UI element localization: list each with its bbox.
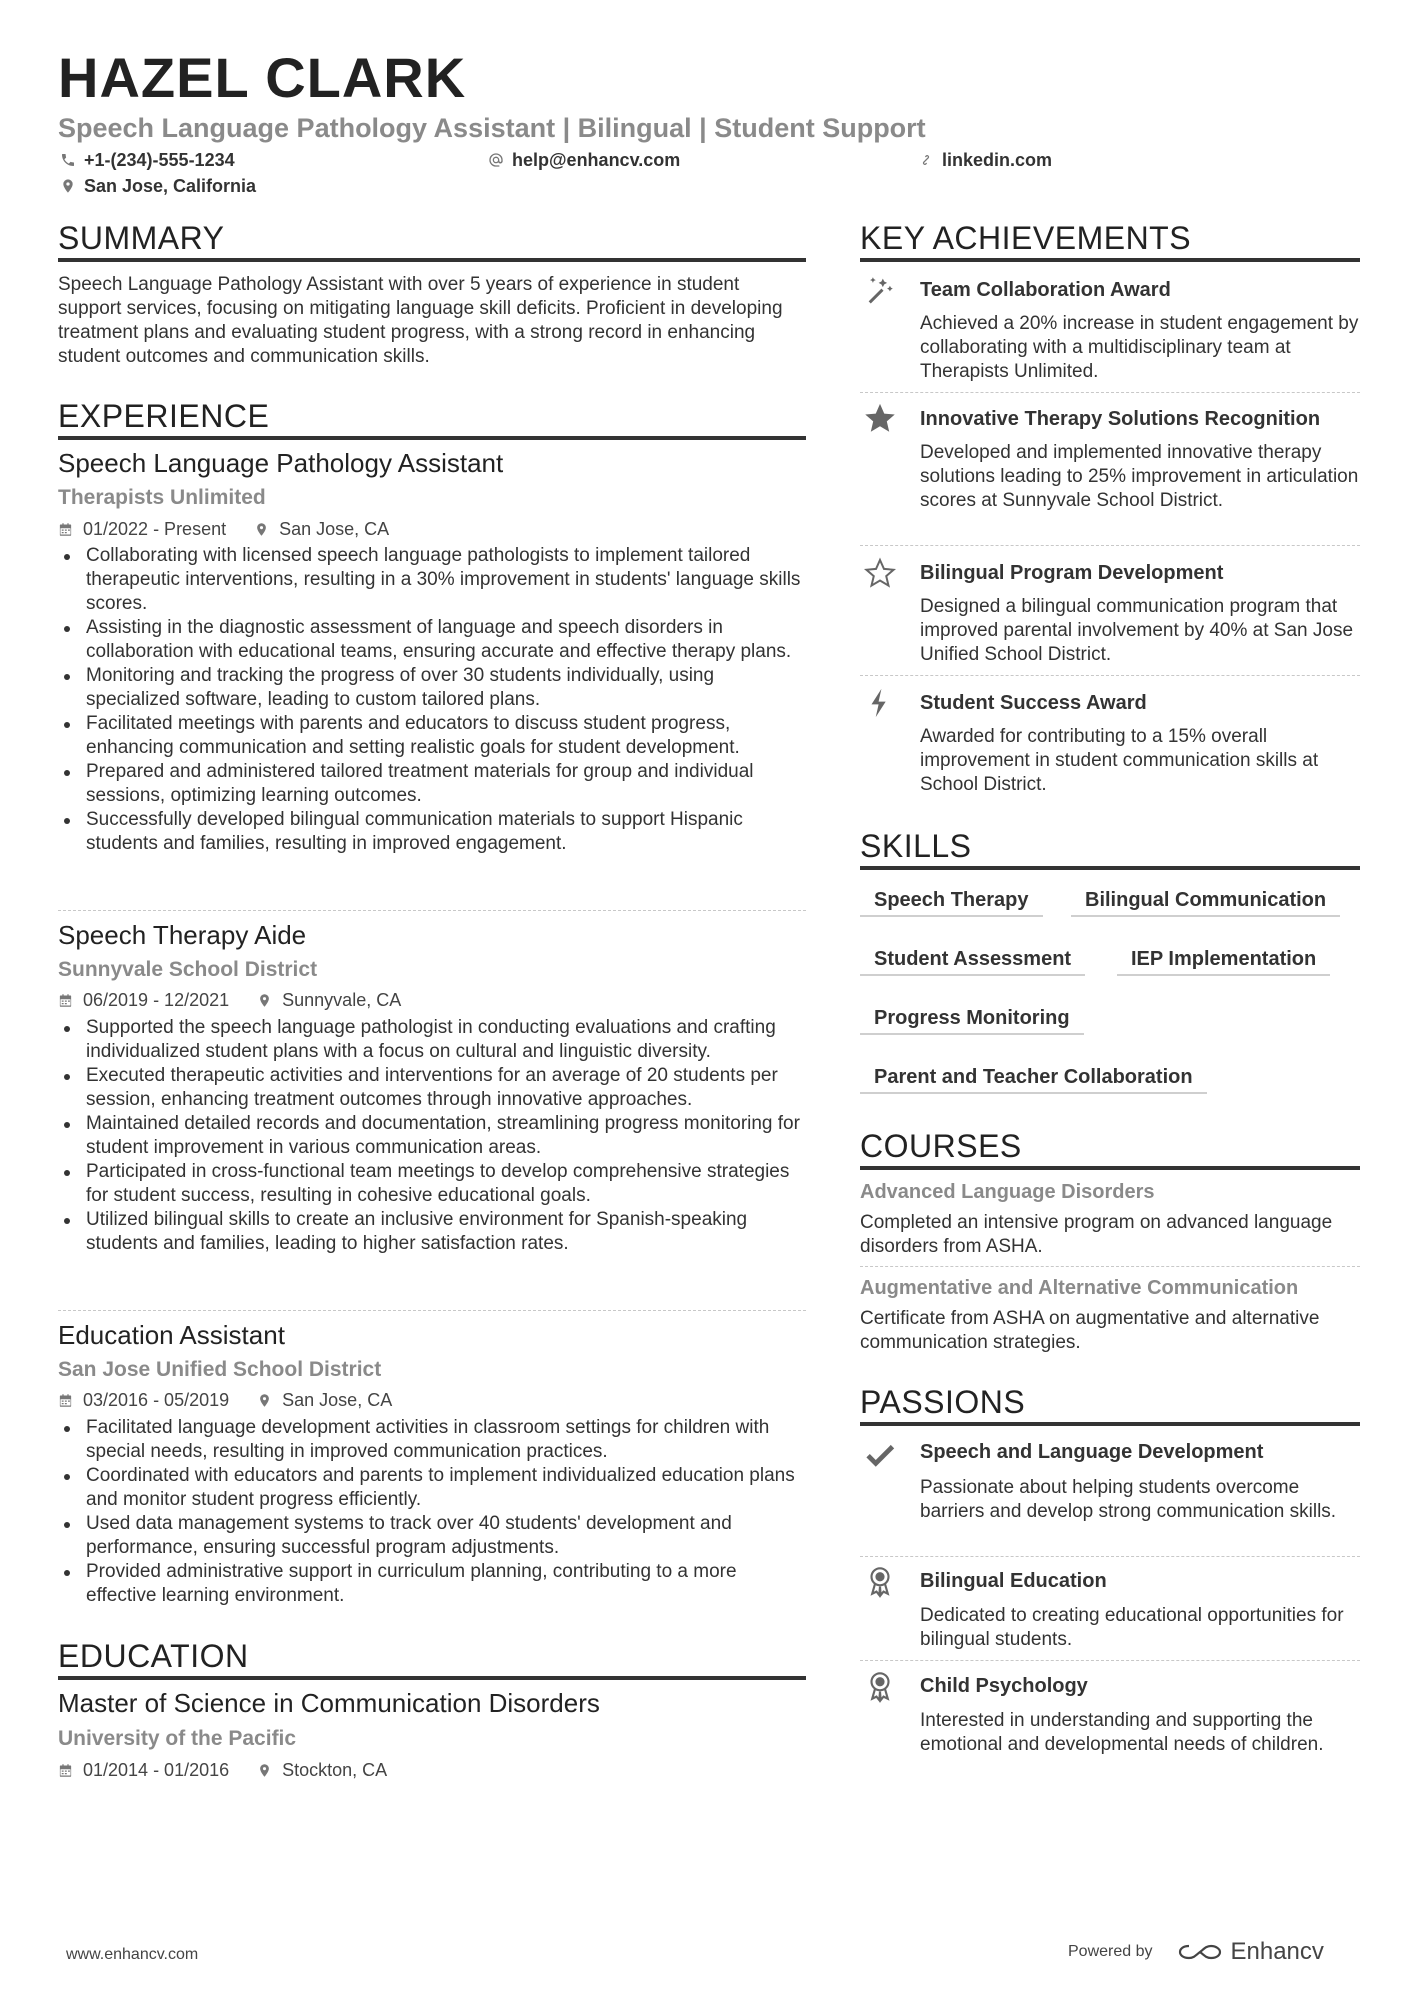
bullet-item: Prepared and administered tailored treatment materials for group and individual sessions, optimizing learning outcomes. <box>58 760 806 808</box>
course-desc: Completed an intensive program on advanced language disorders from ASHA. <box>860 1212 1333 1257</box>
course-title: Augmentative and Alternative Communication <box>860 1277 1299 1299</box>
location-pin-icon <box>254 522 269 537</box>
divider <box>860 1556 1360 1557</box>
location-pin-icon <box>257 1393 272 1408</box>
skill-tag: Speech Therapy <box>860 885 1043 917</box>
experience-rule <box>58 436 806 440</box>
education-school: University of the Pacific <box>58 1727 297 1750</box>
courses-heading: COURSES <box>860 1128 1022 1164</box>
divider <box>860 1266 1360 1267</box>
job-dates: 01/2022 - Present <box>83 519 227 539</box>
brand-name: Enhancv <box>1230 1938 1324 1965</box>
achievement-title: Innovative Therapy Solutions Recognition <box>920 408 1321 430</box>
divider <box>860 675 1360 676</box>
bullet-item: Facilitated language development activities in classroom settings for children with special needs, resulting in improved communication practices. <box>58 1416 806 1464</box>
contact-location <box>60 174 256 198</box>
divider <box>58 1310 806 1311</box>
calendar-icon <box>58 1393 73 1408</box>
bullet-item: Participated in cross-functional team meetings to develop comprehensive strategies for student success, resulting in cohesive educational goals. <box>58 1160 806 1208</box>
job-bullets <box>58 1016 806 1256</box>
enhancv-logo-icon <box>1177 1940 1223 1964</box>
job-meta <box>58 517 389 541</box>
location-pin-icon <box>60 178 76 194</box>
course-title: Advanced Language Disorders <box>860 1181 1155 1203</box>
summary-heading: SUMMARY <box>58 220 225 256</box>
experience-heading: EXPERIENCE <box>58 398 270 434</box>
divider <box>860 545 1360 546</box>
achievement-desc: Achieved a 20% increase in student engagement by collaborating with a multidisciplinary team at Therapists Unlimited. <box>920 313 1359 382</box>
calendar-icon <box>58 993 73 1008</box>
education-dates: 01/2014 - 01/2016 <box>83 1760 230 1780</box>
achievement-desc: Designed a bilingual communication program that improved parental involvement by 40% at San Jose Unified School District. <box>920 596 1354 665</box>
education-meta <box>58 1758 387 1782</box>
passion-title: Bilingual Education <box>920 1570 1107 1592</box>
skills-rule <box>860 866 1360 870</box>
job-location-text: San Jose, CA <box>279 519 390 539</box>
job-bullets <box>58 544 806 856</box>
bullet-item: Executed therapeutic activities and interventions for an average of 20 students per session, enhancing treatment outcomes through innovative approaches. <box>58 1064 806 1112</box>
wand-icon <box>862 272 898 308</box>
bullet-item: Maintained detailed records and documentation, streamlining progress monitoring for student improvement in various communication areas. <box>58 1112 806 1160</box>
passions-rule <box>860 1422 1360 1426</box>
divider <box>860 392 1360 393</box>
achievement-desc: Awarded for contributing to a 15% overall improvement in student communication skills at School District. <box>920 726 1319 795</box>
candidate-headline: Speech Language Pathology Assistant | Bilingual | Student Support <box>58 113 926 143</box>
job-location-text: Sunnyvale, CA <box>282 990 402 1010</box>
website-text: linkedin.com <box>942 150 1053 170</box>
courses-rule <box>860 1166 1360 1170</box>
passion-title: Speech and Language Development <box>920 1441 1264 1463</box>
phone-text: +1-(234)-555-1234 <box>84 150 235 170</box>
education-heading: EDUCATION <box>58 1638 249 1674</box>
skill-tag: Bilingual Communication <box>1071 885 1340 917</box>
passions-heading: PASSIONS <box>860 1384 1026 1420</box>
brand-logo <box>1177 1938 1324 1966</box>
job-location <box>254 517 389 541</box>
achievement-title: Team Collaboration Award <box>920 279 1171 301</box>
star-outline-icon <box>862 555 898 591</box>
achievement-title: Student Success Award <box>920 692 1147 714</box>
education-location <box>257 1758 387 1782</box>
job-location <box>257 988 401 1012</box>
job-title: Speech Therapy Aide <box>58 920 307 950</box>
phone-icon <box>60 152 76 168</box>
passion-desc: Interested in understanding and supporting the emotional and developmental needs of children. <box>920 1710 1324 1755</box>
calendar-icon <box>58 522 73 537</box>
skills-heading: SKILLS <box>860 828 972 864</box>
achievement-title: Bilingual Program Development <box>920 562 1224 584</box>
passion-desc: Passionate about helping students overcome barriers and develop strong communication skills. <box>920 1477 1337 1522</box>
skill-tag: IEP Implementation <box>1117 944 1330 976</box>
footer-branding[interactable] <box>1068 1938 1324 1966</box>
skill-tag: Parent and Teacher Collaboration <box>860 1062 1207 1094</box>
bullet-item: Assisting in the diagnostic assessment of language and speech disorders in collaboration with educational teams, ensuring accurate and effective therapy plans. <box>58 616 806 664</box>
star-filled-icon <box>862 400 898 436</box>
summary-rule <box>58 258 806 262</box>
powered-by-label: Powered by <box>1068 1943 1153 1960</box>
job-dates: 03/2016 - 05/2019 <box>83 1390 230 1410</box>
job-dates: 06/2019 - 12/2021 <box>83 990 230 1010</box>
location-pin-icon <box>257 1763 272 1778</box>
candidate-name: HAZEL CLARK <box>58 46 467 109</box>
bullet-item: Utilized bilingual skills to create an inclusive environment for Spanish-speaking students and families, leading to higher satisfaction rates. <box>58 1208 806 1256</box>
at-icon <box>488 152 504 168</box>
passion-desc: Dedicated to creating educational opportunities for bilingual students. <box>920 1605 1344 1650</box>
education-degree: Master of Science in Communication Disorders <box>58 1688 600 1718</box>
link-icon <box>918 152 934 168</box>
divider <box>58 910 806 911</box>
bullet-item: Provided administrative support in curriculum planning, contributing to a more effective learning environment. <box>58 1560 806 1608</box>
skill-tag: Progress Monitoring <box>860 1003 1084 1035</box>
award-ribbon-icon <box>862 1668 898 1704</box>
bullet-item: Coordinated with educators and parents to implement individualized education plans and monitor student progress efficiently. <box>58 1464 806 1512</box>
bullet-item: Used data management systems to track over 40 students' development and performance, ensuring successful program adjustments. <box>58 1512 806 1560</box>
footer-website[interactable]: www.enhancv.com <box>66 1946 199 1963</box>
bullet-item: Supported the speech language pathologist in conducting evaluations and crafting individualized student plans with a focus on cultural and linguistic diversity. <box>58 1016 806 1064</box>
job-company: Therapists Unlimited <box>58 486 266 509</box>
passion-title: Child Psychology <box>920 1675 1088 1697</box>
skill-tag: Student Assessment <box>860 944 1085 976</box>
education-location-text: Stockton, CA <box>282 1760 388 1780</box>
achievement-desc: Developed and implemented innovative therapy solutions leading to 25% improvement in articulation scores at Sunnyvale School District. <box>920 442 1359 511</box>
bullet-item: Facilitated meetings with parents and educators to discuss student progress, enhancing communication and setting realistic goals for student development. <box>58 712 806 760</box>
job-location <box>257 1388 392 1412</box>
location-pin-icon <box>257 993 272 1008</box>
contact-email[interactable] <box>488 148 680 172</box>
bullet-item: Successfully developed bilingual communication materials to support Hispanic students and families, resulting in improved engagement. <box>58 808 806 856</box>
job-meta <box>58 988 401 1012</box>
job-meta <box>58 1388 392 1412</box>
job-company: Sunnyvale School District <box>58 958 318 981</box>
job-title: Education Assistant <box>58 1320 285 1350</box>
calendar-icon <box>58 1763 73 1778</box>
bullet-item: Monitoring and tracking the progress of over 30 students individually, using specialized software, leading to custom tailored plans. <box>58 664 806 712</box>
checkmark-icon <box>862 1436 898 1472</box>
education-rule <box>58 1676 806 1680</box>
lightning-icon <box>862 685 898 721</box>
achievements-heading: KEY ACHIEVEMENTS <box>860 220 1192 256</box>
contact-phone[interactable] <box>60 148 235 172</box>
job-company: San Jose Unified School District <box>58 1358 382 1381</box>
location-text: San Jose, California <box>84 176 257 196</box>
award-ribbon-icon <box>862 1563 898 1599</box>
divider <box>860 1660 1360 1661</box>
job-title: Speech Language Pathology Assistant <box>58 448 504 478</box>
course-desc: Certificate from ASHA on augmentative and alternative communication strategies. <box>860 1308 1320 1353</box>
email-text: help@enhancv.com <box>512 150 681 170</box>
contact-website[interactable] <box>918 148 1052 172</box>
achievements-rule <box>860 258 1360 262</box>
job-location-text: San Jose, CA <box>282 1390 393 1410</box>
summary-text: Speech Language Pathology Assistant with over 5 years of experience in student support services, focusing on mitigating language skill deficits. Proficient in developing treatment plans and evaluating student progress, with a strong record in enhancing student outcomes and communication skills. <box>58 274 783 367</box>
job-bullets <box>58 1416 806 1608</box>
bullet-item: Collaborating with licensed speech language pathologists to implement tailored therapeutic interventions, resulting in a 30% improvement in students' language skills scores. <box>58 544 806 616</box>
